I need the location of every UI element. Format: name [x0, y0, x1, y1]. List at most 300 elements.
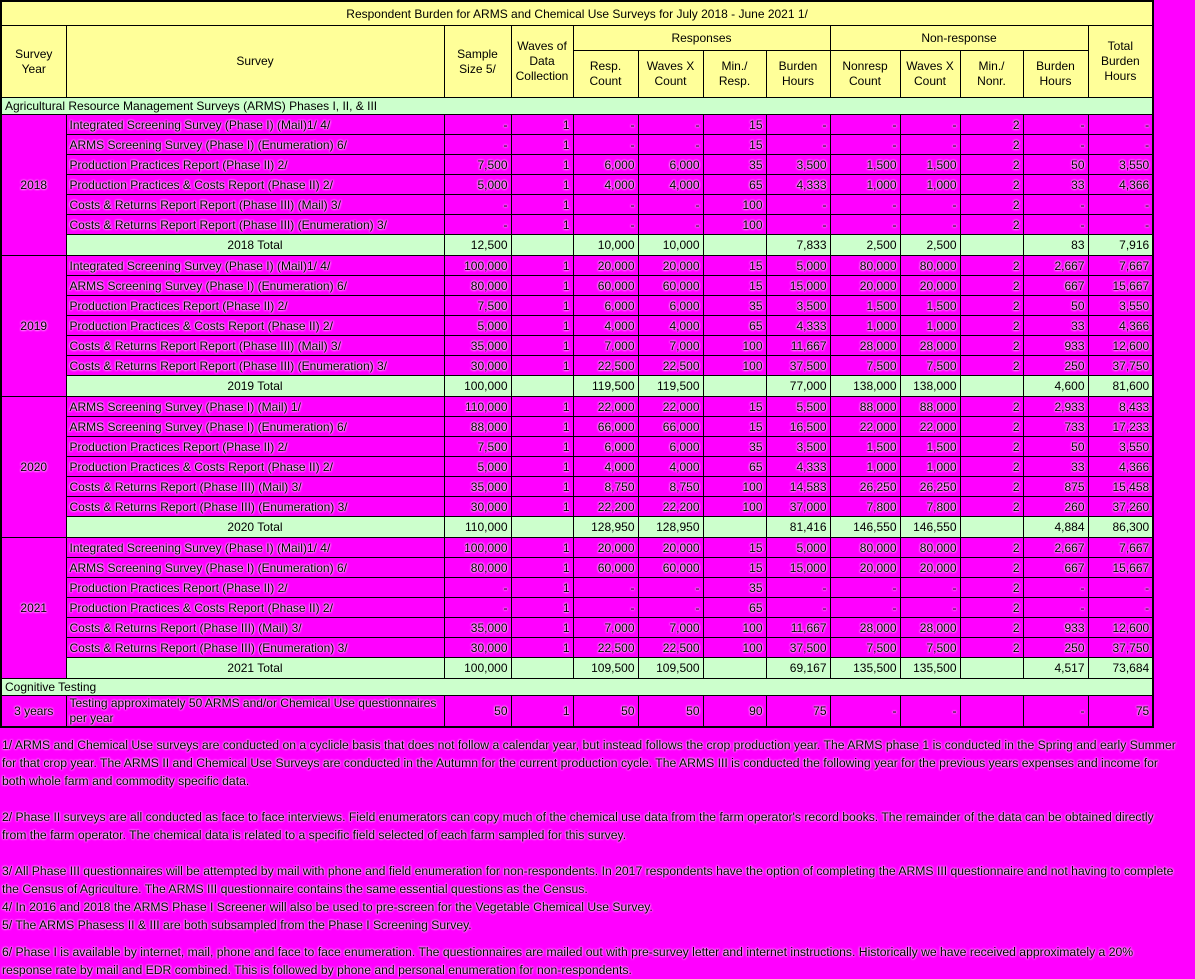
col-group-responses: Responses	[573, 26, 830, 51]
value-cell: 4,333	[766, 457, 830, 477]
value-cell: 66,000	[573, 417, 638, 437]
total-label-cell: 2019 Total	[66, 376, 444, 397]
value-cell: 1	[511, 417, 573, 437]
col-header-sample-size: Sample Size 5/	[444, 26, 511, 98]
value-cell: 14,583	[766, 477, 830, 497]
total-value-cell	[703, 517, 766, 538]
total-value-cell: 83	[1023, 235, 1088, 256]
value-cell: 60,000	[638, 276, 703, 296]
value-cell: 100	[703, 215, 766, 235]
total-value-cell	[960, 376, 1023, 397]
section-band-label: Cognitive Testing	[1, 679, 1153, 696]
total-value-cell	[511, 517, 573, 538]
value-cell: -	[638, 578, 703, 598]
value-cell: 1	[511, 696, 573, 728]
value-cell: 1	[511, 578, 573, 598]
value-cell: -	[766, 215, 830, 235]
value-cell: 2	[960, 276, 1023, 296]
value-cell: -	[766, 115, 830, 135]
table-row	[1, 578, 1153, 598]
value-cell: 8,750	[638, 477, 703, 497]
value-cell: 3,550	[1088, 296, 1153, 316]
value-cell: 1	[511, 135, 573, 155]
survey-cell: Production Practices Report (Phase II) 2/	[66, 437, 444, 457]
value-cell: 5,000	[444, 457, 511, 477]
value-cell: -	[766, 135, 830, 155]
total-value-cell: 69,167	[766, 658, 830, 679]
value-cell: 733	[1023, 417, 1088, 437]
value-cell: 66,000	[638, 417, 703, 437]
value-cell: -	[830, 578, 900, 598]
value-cell: 6,000	[638, 437, 703, 457]
value-cell: 1,500	[900, 155, 960, 175]
value-cell: 80,000	[444, 276, 511, 296]
value-cell: 37,500	[766, 356, 830, 376]
footnote: 1/ ARMS and Chemical Use surveys are conducted on a cyclicle basis that does not follow a calendar year, but instead follows the crop production year. The ARMS phase 1 is conducted in the Spring and early Summer for that crop year. The ARMS II and Chemical Use Surveys are conducted in the Autumn for the current production cycle. The ARMS III is conducted the following year for the previous years expenses and income for both whole farm and commodity specific data.	[2, 738, 1176, 788]
value-cell: 12,600	[1088, 336, 1153, 356]
value-cell: -	[573, 578, 638, 598]
table-row	[1, 598, 1153, 618]
total-row	[1, 376, 1153, 397]
value-cell: 3,550	[1088, 155, 1153, 175]
total-value-cell: 110,000	[444, 517, 511, 538]
value-cell: 15	[703, 276, 766, 296]
value-cell: 37,750	[1088, 356, 1153, 376]
value-cell: -	[1023, 195, 1088, 215]
value-cell: -	[900, 135, 960, 155]
value-cell: 1	[511, 215, 573, 235]
survey-cell: Integrated Screening Survey (Phase I) (Mail)1/ 4/	[66, 538, 444, 558]
value-cell: 1	[511, 397, 573, 417]
total-value-cell: 81,600	[1088, 376, 1153, 397]
value-cell: 1	[511, 316, 573, 336]
value-cell: 22,500	[573, 356, 638, 376]
value-cell: 3,500	[766, 296, 830, 316]
value-cell: 1,500	[900, 437, 960, 457]
total-value-cell: 2,500	[830, 235, 900, 256]
value-cell: -	[900, 195, 960, 215]
table-row	[1, 276, 1153, 296]
value-cell: 1,500	[900, 296, 960, 316]
table-row	[1, 256, 1153, 276]
value-cell: 15,667	[1088, 558, 1153, 578]
header-row-1	[1, 26, 1153, 51]
value-cell: 2,667	[1023, 538, 1088, 558]
section-band-label: Agricultural Resource Management Surveys (ARMS) Phases I, II, & III	[1, 98, 1153, 115]
value-cell: 28,000	[900, 618, 960, 638]
col-header-survey: Survey	[66, 26, 444, 98]
value-cell	[960, 696, 1023, 728]
survey-cell: Costs & Returns Report Report (Phase III) (Enumeration) 3/	[66, 215, 444, 235]
value-cell: 17,233	[1088, 417, 1153, 437]
total-value-cell	[703, 376, 766, 397]
value-cell: 26,250	[830, 477, 900, 497]
value-cell: 1	[511, 115, 573, 135]
value-cell: -	[444, 115, 511, 135]
value-cell: -	[830, 115, 900, 135]
value-cell: 20,000	[830, 558, 900, 578]
value-cell: 15	[703, 538, 766, 558]
value-cell: 15,000	[766, 276, 830, 296]
value-cell: 2,667	[1023, 256, 1088, 276]
total-value-cell: 4,884	[1023, 517, 1088, 538]
total-value-cell	[960, 658, 1023, 679]
value-cell: 4,366	[1088, 316, 1153, 336]
year-cell: 2021	[1, 538, 66, 679]
value-cell: 7,500	[900, 356, 960, 376]
value-cell: -	[1088, 215, 1153, 235]
value-cell: 37,260	[1088, 497, 1153, 517]
value-cell: 28,000	[900, 336, 960, 356]
value-cell: 2	[960, 598, 1023, 618]
value-cell: -	[1023, 215, 1088, 235]
value-cell: 2	[960, 457, 1023, 477]
value-cell: 22,500	[573, 638, 638, 658]
value-cell: 4,000	[573, 175, 638, 195]
value-cell: 1,500	[830, 437, 900, 457]
value-cell: 5,000	[766, 538, 830, 558]
value-cell: 2	[960, 155, 1023, 175]
table-row	[1, 417, 1153, 437]
value-cell: 933	[1023, 336, 1088, 356]
value-cell: 3,500	[766, 155, 830, 175]
total-value-cell	[511, 376, 573, 397]
value-cell: 2	[960, 397, 1023, 417]
value-cell: -	[900, 115, 960, 135]
total-row	[1, 658, 1153, 679]
table-row	[1, 175, 1153, 195]
value-cell: 5,000	[444, 316, 511, 336]
value-cell: 22,000	[573, 397, 638, 417]
total-value-cell: 2,500	[900, 235, 960, 256]
value-cell: 22,000	[900, 417, 960, 437]
value-cell: 2	[960, 618, 1023, 638]
value-cell: 65	[703, 598, 766, 618]
year-cell: 2019	[1, 256, 66, 397]
survey-cell: Production Practices & Costs Report (Phase II) 2/	[66, 316, 444, 336]
value-cell: 90	[703, 696, 766, 728]
value-cell: -	[638, 215, 703, 235]
value-cell: -	[573, 195, 638, 215]
value-cell: 15	[703, 256, 766, 276]
value-cell: -	[444, 135, 511, 155]
value-cell: 8,750	[573, 477, 638, 497]
value-cell: 20,000	[830, 276, 900, 296]
value-cell: 1	[511, 437, 573, 457]
value-cell: 1	[511, 477, 573, 497]
value-cell: 7,000	[573, 336, 638, 356]
value-cell: 16,500	[766, 417, 830, 437]
total-value-cell: 135,500	[900, 658, 960, 679]
table-row	[1, 135, 1153, 155]
value-cell: -	[444, 598, 511, 618]
value-cell: 6,000	[638, 155, 703, 175]
value-cell: 1	[511, 276, 573, 296]
col-header-nonresp-waves: Waves X Count	[900, 51, 960, 98]
value-cell: 1	[511, 538, 573, 558]
table-row	[1, 296, 1153, 316]
total-value-cell: 138,000	[830, 376, 900, 397]
value-cell: 100	[703, 195, 766, 215]
total-value-cell: 146,550	[900, 517, 960, 538]
value-cell: -	[638, 135, 703, 155]
col-header-waves: Waves of Data Collection	[511, 26, 573, 98]
value-cell: 8,433	[1088, 397, 1153, 417]
value-cell: 1	[511, 155, 573, 175]
value-cell: 60,000	[573, 276, 638, 296]
value-cell: 1	[511, 356, 573, 376]
survey-cell: Costs & Returns Report (Phase III) (Enumeration) 3/	[66, 497, 444, 517]
value-cell: 1,000	[830, 175, 900, 195]
value-cell: -	[830, 215, 900, 235]
value-cell: -	[1023, 115, 1088, 135]
value-cell: 2	[960, 296, 1023, 316]
value-cell: 7,500	[830, 638, 900, 658]
value-cell: 60,000	[573, 558, 638, 578]
value-cell: 2	[960, 538, 1023, 558]
footnote: 3/ All Phase III questionnaires will be attempted by mail with phone and field enumeration for non-respondents. In 2017 respondents have the option of completing the ARMS III questionnaire and not having to complete the Census of Agriculture. The ARMS III questionnaire contains the same essential questions as the Census.	[2, 864, 1174, 896]
table-row	[1, 497, 1153, 517]
value-cell: 667	[1023, 558, 1088, 578]
survey-cell: Testing approximately 50 ARMS and/or Chemical Use questionnaires per year	[66, 696, 444, 728]
value-cell: 6,000	[573, 296, 638, 316]
value-cell: 80,000	[444, 558, 511, 578]
table-row	[1, 558, 1153, 578]
total-value-cell	[511, 235, 573, 256]
value-cell: -	[1023, 578, 1088, 598]
total-value-cell: 119,500	[573, 376, 638, 397]
footnote: 6/ Phase I is available by internet, mail, phone and face to face enumeration. The questionnaires are mailed out with pre-survey letter and internet instructions. Historically we have received approximately a 20% response rate by mail and EDR combined. This is followed by phone and personal enumeration for non-respondents.	[2, 945, 1134, 977]
value-cell: 75	[766, 696, 830, 728]
value-cell: -	[1088, 578, 1153, 598]
value-cell: 80,000	[830, 256, 900, 276]
value-cell: 2	[960, 195, 1023, 215]
value-cell: 65	[703, 457, 766, 477]
value-cell: -	[444, 195, 511, 215]
total-value-cell: 7,833	[766, 235, 830, 256]
total-value-cell: 73,684	[1088, 658, 1153, 679]
value-cell: 933	[1023, 618, 1088, 638]
value-cell: 65	[703, 316, 766, 336]
value-cell: -	[1088, 135, 1153, 155]
value-cell: 1	[511, 457, 573, 477]
value-cell: 20,000	[638, 538, 703, 558]
value-cell: 5,500	[766, 397, 830, 417]
col-header-resp-count: Resp. Count	[573, 51, 638, 98]
total-value-cell: 12,500	[444, 235, 511, 256]
value-cell: 60,000	[638, 558, 703, 578]
section-band-row	[1, 98, 1153, 115]
value-cell: 2	[960, 316, 1023, 336]
value-cell: 875	[1023, 477, 1088, 497]
value-cell: 35	[703, 296, 766, 316]
survey-cell: Production Practices & Costs Report (Phase II) 2/	[66, 598, 444, 618]
value-cell: 50	[1023, 296, 1088, 316]
value-cell: -	[573, 115, 638, 135]
value-cell: 4,366	[1088, 457, 1153, 477]
value-cell: 22,200	[638, 497, 703, 517]
value-cell: 11,667	[766, 336, 830, 356]
value-cell: 6,000	[573, 437, 638, 457]
value-cell: -	[638, 115, 703, 135]
value-cell: 2	[960, 115, 1023, 135]
value-cell: 7,800	[900, 497, 960, 517]
value-cell: 1	[511, 558, 573, 578]
col-header-total-burden: Total Burden Hours	[1088, 26, 1153, 98]
value-cell: 2	[960, 417, 1023, 437]
table-row	[1, 356, 1153, 376]
value-cell: 2	[960, 256, 1023, 276]
value-cell: 7,500	[444, 296, 511, 316]
value-cell: -	[1023, 598, 1088, 618]
value-cell: 22,000	[830, 417, 900, 437]
table-row	[1, 316, 1153, 336]
value-cell: 1,500	[830, 155, 900, 175]
value-cell: -	[766, 598, 830, 618]
value-cell: -	[1088, 195, 1153, 215]
table-row	[1, 115, 1153, 135]
value-cell: 100,000	[444, 256, 511, 276]
value-cell: 50	[444, 696, 511, 728]
value-cell: 260	[1023, 497, 1088, 517]
value-cell: 2	[960, 336, 1023, 356]
survey-cell: Production Practices Report (Phase II) 2/	[66, 578, 444, 598]
table-row	[1, 696, 1153, 728]
value-cell: 37,500	[766, 638, 830, 658]
value-cell: 6,000	[638, 296, 703, 316]
value-cell: 100	[703, 356, 766, 376]
value-cell: -	[830, 696, 900, 728]
value-cell: 1,000	[900, 175, 960, 195]
total-label-cell: 2018 Total	[66, 235, 444, 256]
value-cell: 50	[1023, 437, 1088, 457]
value-cell: 88,000	[444, 417, 511, 437]
value-cell: 15,458	[1088, 477, 1153, 497]
value-cell: -	[830, 135, 900, 155]
survey-cell: Costs & Returns Report Report (Phase III) (Mail) 3/	[66, 336, 444, 356]
value-cell: 1	[511, 195, 573, 215]
value-cell: -	[444, 215, 511, 235]
table-row	[1, 397, 1153, 417]
value-cell: 7,500	[830, 356, 900, 376]
total-value-cell	[960, 235, 1023, 256]
total-value-cell: 86,300	[1088, 517, 1153, 538]
value-cell: 20,000	[900, 276, 960, 296]
value-cell: -	[638, 195, 703, 215]
value-cell: 22,000	[638, 397, 703, 417]
value-cell: 1	[511, 296, 573, 316]
value-cell: 1	[511, 598, 573, 618]
value-cell: 30,000	[444, 497, 511, 517]
value-cell: 50	[573, 696, 638, 728]
value-cell: -	[1023, 135, 1088, 155]
value-cell: 100,000	[444, 538, 511, 558]
value-cell: 7,000	[638, 336, 703, 356]
value-cell: 2	[960, 135, 1023, 155]
value-cell: 35	[703, 437, 766, 457]
value-cell: 20,000	[638, 256, 703, 276]
value-cell: 80,000	[830, 538, 900, 558]
survey-cell: ARMS Screening Survey (Phase I) (Enumeration) 6/	[66, 558, 444, 578]
value-cell: 100	[703, 477, 766, 497]
value-cell: 50	[1023, 155, 1088, 175]
value-cell: 35,000	[444, 477, 511, 497]
value-cell: 11,667	[766, 618, 830, 638]
value-cell: 1,500	[830, 296, 900, 316]
value-cell: 4,333	[766, 316, 830, 336]
year-cell: 2018	[1, 115, 66, 256]
table-row	[1, 538, 1153, 558]
table-row	[1, 336, 1153, 356]
survey-cell: ARMS Screening Survey (Phase I) (Enumeration) 6/	[66, 417, 444, 437]
total-row	[1, 517, 1153, 538]
value-cell: 7,500	[444, 155, 511, 175]
total-value-cell: 10,000	[573, 235, 638, 256]
value-cell: 15	[703, 115, 766, 135]
value-cell: 4,000	[638, 316, 703, 336]
value-cell: 7,667	[1088, 256, 1153, 276]
footnotes	[0, 728, 1180, 979]
value-cell: 22,500	[638, 638, 703, 658]
total-value-cell	[703, 658, 766, 679]
value-cell: 22,200	[573, 497, 638, 517]
total-value-cell: 135,500	[830, 658, 900, 679]
value-cell: -	[573, 135, 638, 155]
value-cell: 88,000	[830, 397, 900, 417]
total-value-cell: 100,000	[444, 376, 511, 397]
value-cell: 35,000	[444, 618, 511, 638]
value-cell: 37,750	[1088, 638, 1153, 658]
value-cell: 1,000	[830, 457, 900, 477]
total-value-cell: 109,500	[573, 658, 638, 679]
value-cell: 33	[1023, 175, 1088, 195]
value-cell: 15,667	[1088, 276, 1153, 296]
table-row	[1, 195, 1153, 215]
section-band-row	[1, 679, 1153, 696]
value-cell: -	[766, 578, 830, 598]
value-cell: 7,800	[830, 497, 900, 517]
value-cell: 1	[511, 497, 573, 517]
value-cell: 37,000	[766, 497, 830, 517]
value-cell: -	[900, 215, 960, 235]
value-cell: 80,000	[900, 538, 960, 558]
value-cell: -	[1088, 598, 1153, 618]
value-cell: 2	[960, 497, 1023, 517]
survey-cell: ARMS Screening Survey (Phase I) (Enumeration) 6/	[66, 135, 444, 155]
value-cell: 2	[960, 638, 1023, 658]
total-value-cell: 81,416	[766, 517, 830, 538]
value-cell: 2	[960, 477, 1023, 497]
value-cell: 1	[511, 256, 573, 276]
value-cell: 15	[703, 558, 766, 578]
total-value-cell: 77,000	[766, 376, 830, 397]
footnote: 2/ Phase II surveys are all conducted as face to face interviews. Field enumerators can copy much of the chemical use data from the farm operator's record books. The remainder of the data can be obtained directly from the farm operator. The chemical data is related to a specific field selected of each farm sampled for this survey.	[2, 810, 1154, 842]
total-value-cell	[960, 517, 1023, 538]
value-cell: 15,000	[766, 558, 830, 578]
survey-cell: ARMS Screening Survey (Phase I) (Enumeration) 6/	[66, 276, 444, 296]
value-cell: 28,000	[830, 336, 900, 356]
total-label-cell: 2021 Total	[66, 658, 444, 679]
table-row	[1, 618, 1153, 638]
survey-cell: Production Practices & Costs Report (Phase II) 2/	[66, 175, 444, 195]
total-value-cell: 10,000	[638, 235, 703, 256]
footnote: 4/ In 2016 and 2018 the ARMS Phase I Screener will also be used to pre-screen for the Vegetable Chemical Use Survey.	[2, 900, 653, 914]
value-cell: -	[444, 578, 511, 598]
value-cell: 100	[703, 336, 766, 356]
value-cell: -	[573, 215, 638, 235]
table-row	[1, 457, 1153, 477]
value-cell: 88,000	[900, 397, 960, 417]
